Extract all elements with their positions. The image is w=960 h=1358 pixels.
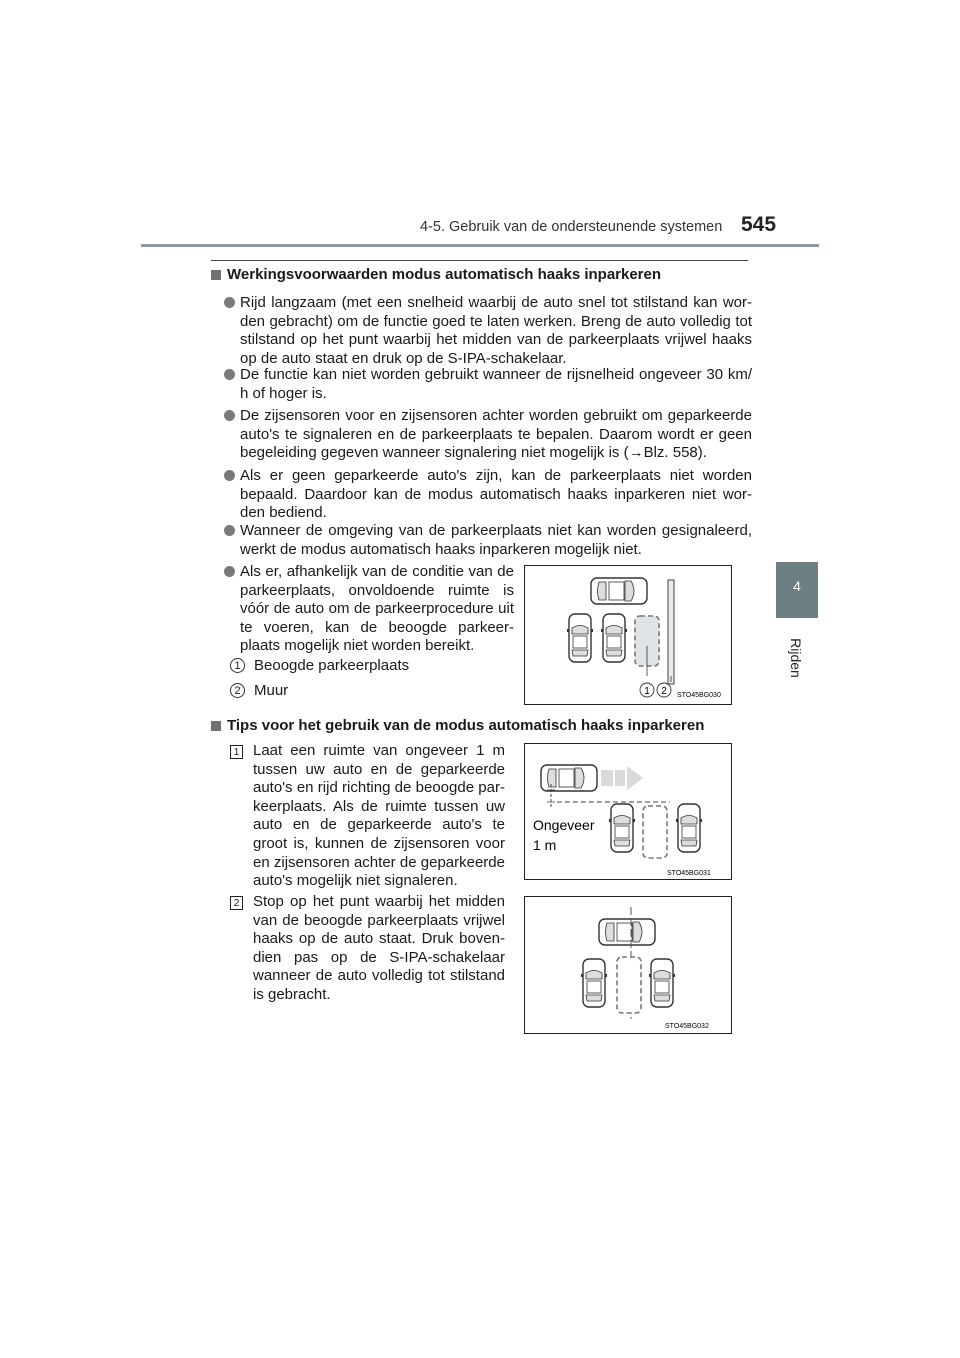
page-number: 545 (741, 213, 777, 236)
list-item (224, 522, 752, 559)
chapter-label: Rijden (788, 638, 804, 678)
bullet-icon (224, 470, 235, 481)
callout-2: 2 (661, 686, 667, 697)
illustration-approach (524, 743, 732, 880)
step-number: 2 (230, 896, 243, 910)
illustration-parking-space (524, 565, 732, 705)
section-heading (211, 717, 751, 734)
distance-label: Ongeveer (533, 817, 595, 833)
divider (211, 260, 748, 261)
callout-number: 1 (230, 658, 245, 673)
tip-text: Stop op het punt waarbij het midden van de beoogde parkeerplaats vrijwel haaks op de auto staat. Druk boven-dien pas op de S-IPA-schakelaar wanneer de auto volledig tot stilstand is gebracht. (253, 893, 505, 1003)
distance-value: 1 m (533, 837, 557, 853)
square-bullet-icon (211, 721, 221, 731)
illustration-stop-position (524, 896, 732, 1034)
callout-number: 2 (230, 683, 245, 698)
list-item-text: Rijd langzaam (met een snelheid waarbij de auto snel tot stilstand kan wor-den gebracht) om de functie goed te laten werken. Breng de auto volledig tot stilstand op het punt waarbij het midden van de parkeerplaats vrijwel haaks op de auto staat en druk op de S-IPA-schakelaar. (240, 294, 752, 367)
section-heading-text: Tips voor het gebruik van de modus automatisch haaks inparkeren (227, 717, 705, 734)
list-item-text: Als er, afhankelijk van de conditie van de parkeerplaats, onvoldoende ruimte is vóór de auto om de parkeerprocedure uit te voeren, kan de beoogde parkeer-plaats mogelijk niet worden bereikt. (240, 563, 514, 655)
list-item (224, 563, 514, 656)
list-item (224, 366, 752, 403)
legend-text: Beoogde parkeerplaats (254, 657, 410, 674)
section-heading (211, 266, 751, 283)
step-number: 1 (230, 745, 243, 759)
figure-code: STO45BG031 (667, 870, 711, 877)
bullet-icon (224, 525, 235, 536)
list-item (224, 407, 752, 463)
square-bullet-icon (211, 270, 221, 280)
list-item-text: De functie kan niet worden gebruikt wanneer de rijsnelheid ongeveer 30 km/ h of hoger is. (240, 366, 752, 402)
tip-text: Laat een ruimte van ongeveer 1 m tussen uw auto en de geparkeerde auto's en rijd richting de beoogde par-keerplaats. Als de ruimte tussen uw auto en de geparkeerde auto's te groot is, kunnen de zijsensoren voor en zijsensoren achter de geparkeerde auto's mogelijk niet signaleren. (253, 742, 505, 890)
bullet-icon (224, 369, 235, 380)
chapter-number: 4 (793, 578, 801, 594)
callout-1: 1 (644, 686, 650, 697)
list-item-text: Als er geen geparkeerde auto's zijn, kan de parkeerplaats niet worden bepaald. Daardoor kan de modus automatisch haaks inparkeren niet wor-den bediend. (240, 467, 752, 522)
figure-code: STO45BG032 (665, 1023, 709, 1030)
legend-item (230, 657, 409, 674)
section-title: 4-5. Gebruik van de ondersteunende systemen (420, 219, 723, 235)
legend-text: Muur (254, 682, 289, 699)
header-rule (141, 244, 819, 247)
list-item-text: Wanneer de omgeving van de parkeerplaats niet kan worden gesignaleerd, werkt de modus automatisch haaks inparkeren mogelijk niet. (240, 522, 752, 558)
list-item (224, 294, 752, 368)
approach-diagram (525, 744, 731, 879)
stop-diagram (525, 897, 731, 1033)
bullet-icon (224, 297, 235, 308)
figure-code: STO45BG030 (677, 692, 721, 699)
list-item-text: De zijsensoren voor en zijsensoren achter worden gebruikt om geparkeerde auto's te signaleren en de parkeerplaats te bepalen. Daarom wordt er geen begeleiding gegeven wanneer signalering niet mogelijk is (→Blz. 558). (240, 407, 752, 462)
parking-diagram (525, 566, 731, 704)
legend-item (230, 682, 288, 699)
list-item (224, 467, 752, 523)
bullet-icon (224, 410, 235, 421)
section-heading-text: Werkingsvoorwaarden modus automatisch haaks inparkeren (227, 266, 662, 283)
bullet-icon (224, 566, 235, 577)
